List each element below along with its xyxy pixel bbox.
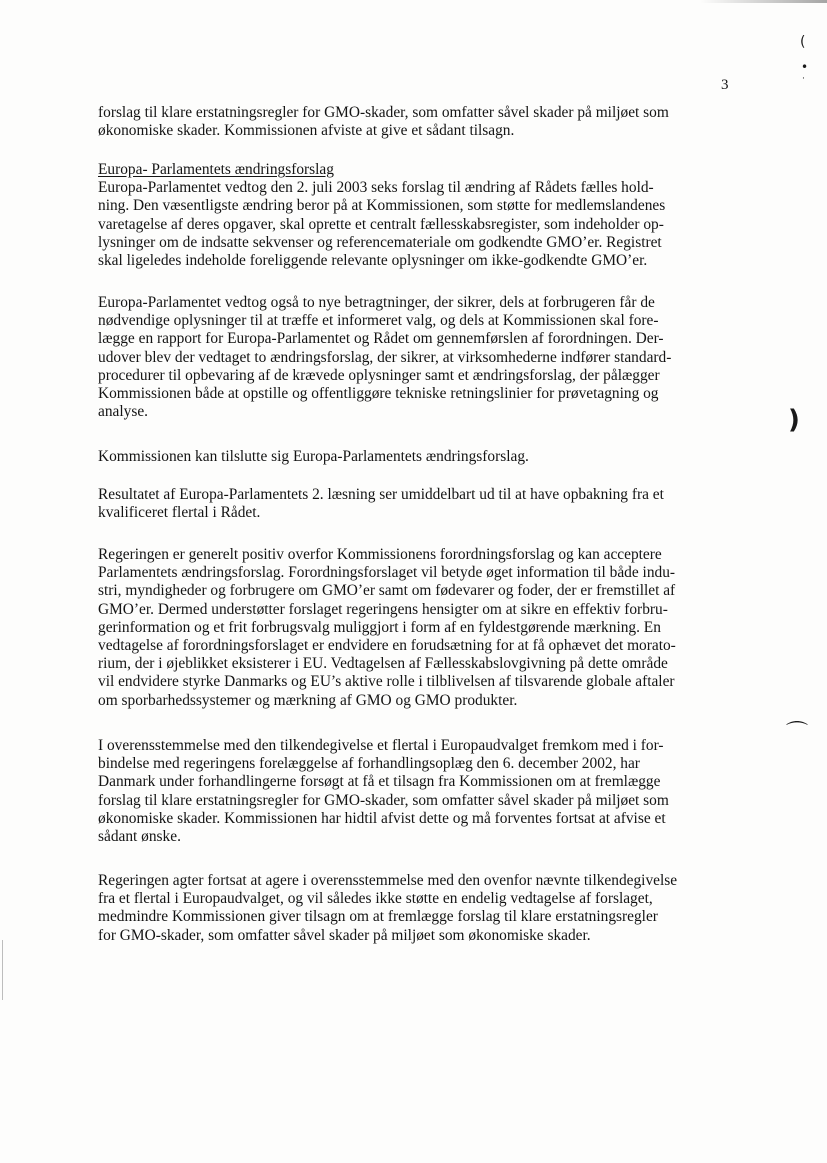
scan-edge-shadow [700, 0, 827, 3]
scan-edge-line [2, 940, 3, 1000]
paragraph [98, 872, 738, 945]
text-line: lysninger om de indsatte sekvenser og referencemateriale om godkendte GMO’er. Registret [98, 233, 662, 251]
margin-mark: ) [788, 405, 800, 435]
section-heading: Europa- Parlamentets ændringsforslag [98, 161, 334, 178]
text-line: forslag til klare erstatningsregler for GMO-skader, som omfatter såvel skader på miljøet som [98, 791, 669, 809]
text-line: Europa-Parlamentet vedtog den 2. juli 2003 seks forslag til ændring af Rådets fælles hold- [98, 179, 654, 197]
text-line: Resultatet af Europa-Parlamentets 2. læsning ser umiddelbart ud til at have opbakning fra et [98, 486, 664, 503]
text-line: forslag til klare erstatningsregler for GMO-skader, som omfatter såvel skader på miljøet som [98, 104, 669, 121]
section [98, 161, 738, 270]
margin-mark: ( [800, 34, 806, 50]
page-number: 3 [721, 77, 729, 93]
text-line: bindelse med regeringens forelæggelse af forhandlingsoplæg den 6. december 2002, har [98, 755, 640, 773]
margin-mark: • [801, 60, 809, 74]
text-line: Regeringen er generelt positiv overfor Kommissionens forordningsforslag og kan acceptere [98, 546, 662, 563]
text-line: ning. Den væsentligste ændring beror på at Kommissionen, som støtte for medlemslandenes [98, 197, 666, 215]
margin-mark: · [802, 74, 805, 84]
text-line: I overensstemmelse med den tilkendegivelse et flertal i Europaudvalget fremkom med i for- [98, 737, 664, 754]
text-line: Europa-Parlamentet vedtog også to nye betragtninger, der sikrer, dels at forbrugeren får de [98, 294, 655, 311]
text-line: vedtagelse af forordningsforslaget er endvidere en forudsætning for at få ophævet det morato- [98, 637, 676, 655]
text-line: sådant ønske. [98, 828, 181, 846]
paragraph [98, 448, 738, 466]
text-line: fra et flertal i Europaudvalget, og vil således ikke støtte en endelig vedtagelse af forslaget, [98, 890, 653, 908]
text-line: skal ligeledes indeholde foreliggende relevante oplysninger om ikke-godkendte GMO’er. [98, 252, 648, 270]
text-line: Regeringen agter fortsat at agere i overensstemmelse med den ovenfor nævnte tilkendegivelse [98, 872, 678, 889]
text-line: stri, myndigheder og forbrugere om GMO’er samt om fødevarer og foder, der er fremstillet af [98, 582, 676, 600]
text-line: kvalificeret flertal i Rådet. [98, 504, 261, 522]
paragraph [98, 486, 738, 522]
text-line: Parlamentets ændringsforslag. Forordningsforslaget vil betyde øget information til både indu- [98, 564, 676, 582]
paragraph [98, 737, 738, 846]
text-line: økonomiske skader. Kommissionen har hidtil afvist dette og må forventes fortsat at afvise et [98, 809, 666, 827]
text-line: rium, der i øjeblikket eksisterer i EU. Vedtagelsen af Fællesskabslovgivning på dette område [98, 655, 668, 673]
paragraph [98, 104, 738, 140]
text-line: GMO’er. Dermed understøtter forslaget regeringens hensigter om at sikre en effektiv forbru- [98, 600, 668, 618]
text-line: økonomiske skader. Kommissionen afviste at give et sådant tilsagn. [98, 122, 515, 140]
text-line: om sporbarhedssystemer og mærkning af GMO og GMO produkter. [98, 691, 518, 709]
text-line: Kommissionen kan tilslutte sig Europa-Parlamentets ændringsforslag. [98, 448, 529, 465]
text-line: gerinformation og et frit forbrugsvalg muliggjort i form af en fyldestgørende mærkning. En [98, 618, 661, 636]
margin-mark: ⌒ [786, 721, 809, 746]
text-line: varetagelse af deres opgaver, skal oprette et centralt fællesskabsregister, som indeholder op- [98, 215, 664, 233]
text-line: udover blev der vedtaget to ændringsforslag, der sikrer, at virksomhederne indfører standard- [98, 348, 672, 366]
text-line: for GMO-skader, som omfatter såvel skader på miljøet som økonomiske skader. [98, 926, 591, 944]
text-line: procedurer til opbevaring af de krævede oplysninger samt et ændringsforslag, der pålægger [98, 366, 660, 384]
text-line: analyse. [98, 403, 148, 421]
paragraph [98, 546, 738, 710]
text-line: Danmark under forhandlingerne forsøgt at få et tilsagn fra Kommissionen om at fremlægge [98, 773, 661, 791]
text-line: vil endvidere styrke Danmarks og EU’s aktive rolle i tilblivelsen af tilsvarende globale aftaler [98, 673, 675, 691]
text-line: Kommissionen både at opstille og offentliggøre tekniske retningslinier for prøvetagning og [98, 385, 659, 403]
text-line: medmindre Kommissionen giver tilsagn om at fremlægge forslag til klare erstatningsregler [98, 908, 658, 926]
text-line: nødvendige oplysninger til at træffe et informeret valg, og dels at Kommissionen skal fore- [98, 312, 659, 330]
paragraph [98, 294, 738, 421]
text-line: lægge en rapport for Europa-Parlamentet og Rådet om gennemførslen af forordningen. Der- [98, 330, 664, 348]
